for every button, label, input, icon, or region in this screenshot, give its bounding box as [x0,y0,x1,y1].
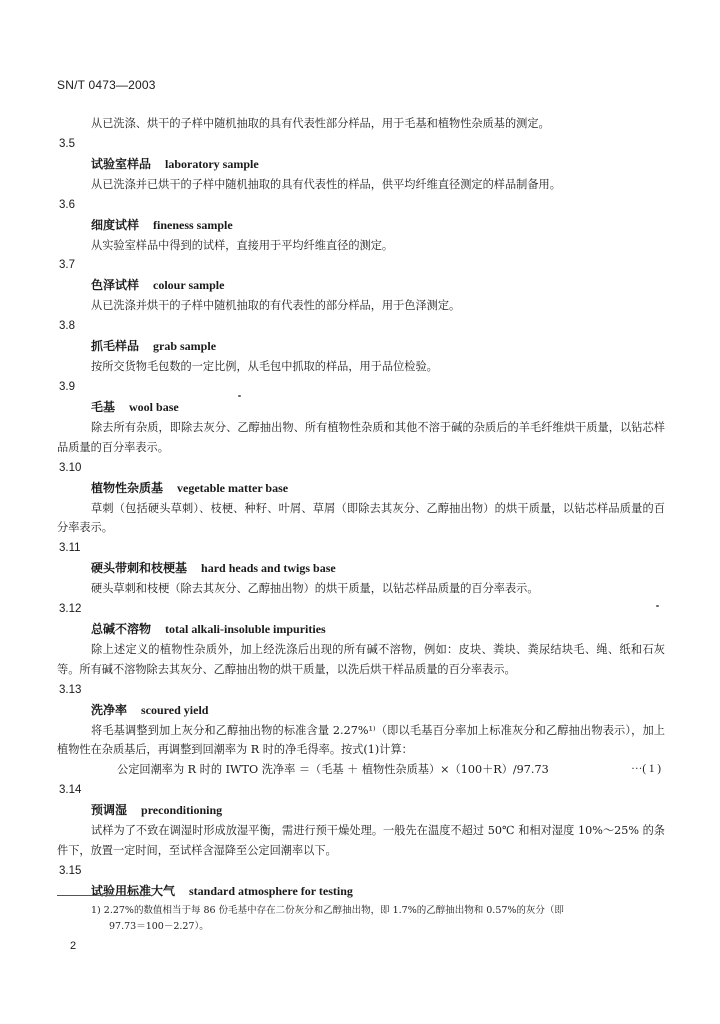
clause-number: 3.9 [59,380,75,393]
term-heading [57,558,665,579]
definition-entry [57,780,665,861]
term-heading [57,154,665,175]
formula-text: 公定回潮率为 R 时的 IWTO 洗净率 ＝（毛基 ＋ 植物性杂质基）×（100＋R）/97.73 [117,763,549,777]
term-definition: 从已洗涤并烘干的子样中随机抽取的有代表性的部分样品，用于色泽测定。 [91,299,461,313]
term-heading [57,397,665,418]
term-chinese: 色泽试样 [91,278,140,293]
term-definition: 硬头草刺和枝梗（除去其灰分、乙醇抽出物）的烘干质量，以钻芯样品质量的百分率表示。 [91,582,539,596]
term-english: total alkali-insoluble impurities [165,621,326,636]
footnote [91,903,663,935]
definition-entry [57,538,665,599]
term-chinese: 试验室样品 [91,156,152,171]
clause-number: 3.7 [59,259,75,272]
term-english: grab sample [153,339,217,354]
term-heading [57,275,665,296]
page-number: 2 [70,940,77,952]
definitions-list [57,134,665,902]
definition-entry [57,458,665,539]
intro-paragraph: 从已洗涤、烘干的子样中随机抽取的具有代表性部分样品，用于毛基和植物性杂质基的测定。 [91,117,550,130]
clause-number: 3.13 [59,683,82,696]
term-chinese: 植物性杂质基 [91,480,164,495]
footnote-line: 97.73＝100－2.27）。 [109,921,209,932]
scan-speck [656,605,659,607]
term-english: fineness sample [153,217,233,232]
term-english: standard atmosphere for testing [189,883,353,898]
term-definition: 试样为了不致在调湿时形成放湿平衡，需进行预干燥处理。一般先在温度不超过 50℃ 和相对湿度 10%～25% 的条件下，放置一定时间，至试样含湿降至公定回潮率以下。 [57,823,665,857]
term-english: preconditioning [141,802,223,817]
clause-number: 3.14 [59,783,82,796]
term-chinese: 洗净率 [91,702,128,717]
definition-entry [57,377,665,458]
clause-number: 3.15 [59,864,82,877]
term-chinese: 预调湿 [91,802,128,817]
term-heading [57,336,665,357]
definition-entry [57,680,665,780]
term-definition: 草刺（包括硬头草刺）、枝梗、种籽、叶屑、草屑（即除去其灰分、乙醇抽出物）的烘干质量，以钻芯样品质量的百分率表示。 [57,501,665,535]
term-definition: 除去所有杂质，即除去灰分、乙醇抽出物、所有植物性杂质和其他不溶于碱的杂质后的羊毛纤维烘干质量，以钻芯样品质量的百分率表示。 [57,420,665,454]
term-heading [57,619,665,640]
term-heading [57,700,665,721]
term-definition: 将毛基调整到加上灰分和乙醇抽出物的标准含量 2.27%¹⁾（即以毛基百分率加上标准灰分和乙醇抽出物表示），加上植物性在杂质基后，再调整到回潮率为 R 时的净毛得率。按式(1)计算： [57,723,665,757]
clause-number: 3.11 [59,542,81,555]
term-chinese: 试验用标准大气 [91,883,176,898]
clause-number: 3.5 [59,137,75,150]
term-english: scoured yield [141,702,209,717]
term-english: colour sample [153,278,225,293]
definition-entry [57,134,665,195]
term-heading [57,478,665,499]
term-heading [57,800,665,821]
definition-entry [57,255,665,316]
term-chinese: 抓毛样品 [91,339,140,354]
definition-entry [57,195,665,256]
clause-number: 3.12 [59,602,82,615]
definition-entry [57,599,665,680]
term-chinese: 硬头带刺和枝梗基 [91,561,188,576]
term-english: wool base [129,399,179,414]
term-english: laboratory sample [165,156,259,171]
formula [57,760,665,780]
footnote-divider [57,895,153,896]
term-english: hard heads and twigs base [201,561,336,576]
document-body [57,114,665,902]
term-definition: 按所交货物毛包数的一定比例，从毛包中抓取的样品，用于品位检验。 [91,360,438,374]
term-english: vegetable matter base [177,480,289,495]
term-chinese: 毛基 [91,399,116,414]
term-definition: 从已洗涤并已烘干的子样中随机抽取的具有代表性的样品，供平均纤维直径测定的样品制备用。 [91,177,561,191]
term-chinese: 总碱不溶物 [91,621,152,636]
formula-number: ···( 1 ) [631,763,661,776]
term-chinese: 细度试样 [91,217,140,232]
term-heading [57,881,665,902]
term-heading [57,215,665,236]
term-definition: 除上述定义的植物性杂质外，加上经洗涤后出现的所有碱不溶物，例如：皮块、粪块、粪尿结块毛、绳、纸和石灰等。所有碱不溶物除去其灰分、乙醇抽出物的烘干质量，以洗后烘干样品质量的百分率表示。 [57,642,665,676]
clause-number: 3.8 [59,320,75,333]
footnote-line: 1) 2.27%的数值相当于每 86 份毛基中存在二份灰分和乙醇抽出物，即 1.7%的乙醇抽出物和 0.57%的灰分（即 [91,905,564,916]
term-definition: 从实验室样品中得到的试样，直接用于平均纤维直径的测定。 [91,238,394,252]
definition-entry [57,316,665,377]
clause-number: 3.10 [59,461,82,474]
scan-speck [238,395,241,397]
clause-number: 3.6 [59,198,75,211]
standard-code: SN/T 0473—2003 [57,78,156,92]
